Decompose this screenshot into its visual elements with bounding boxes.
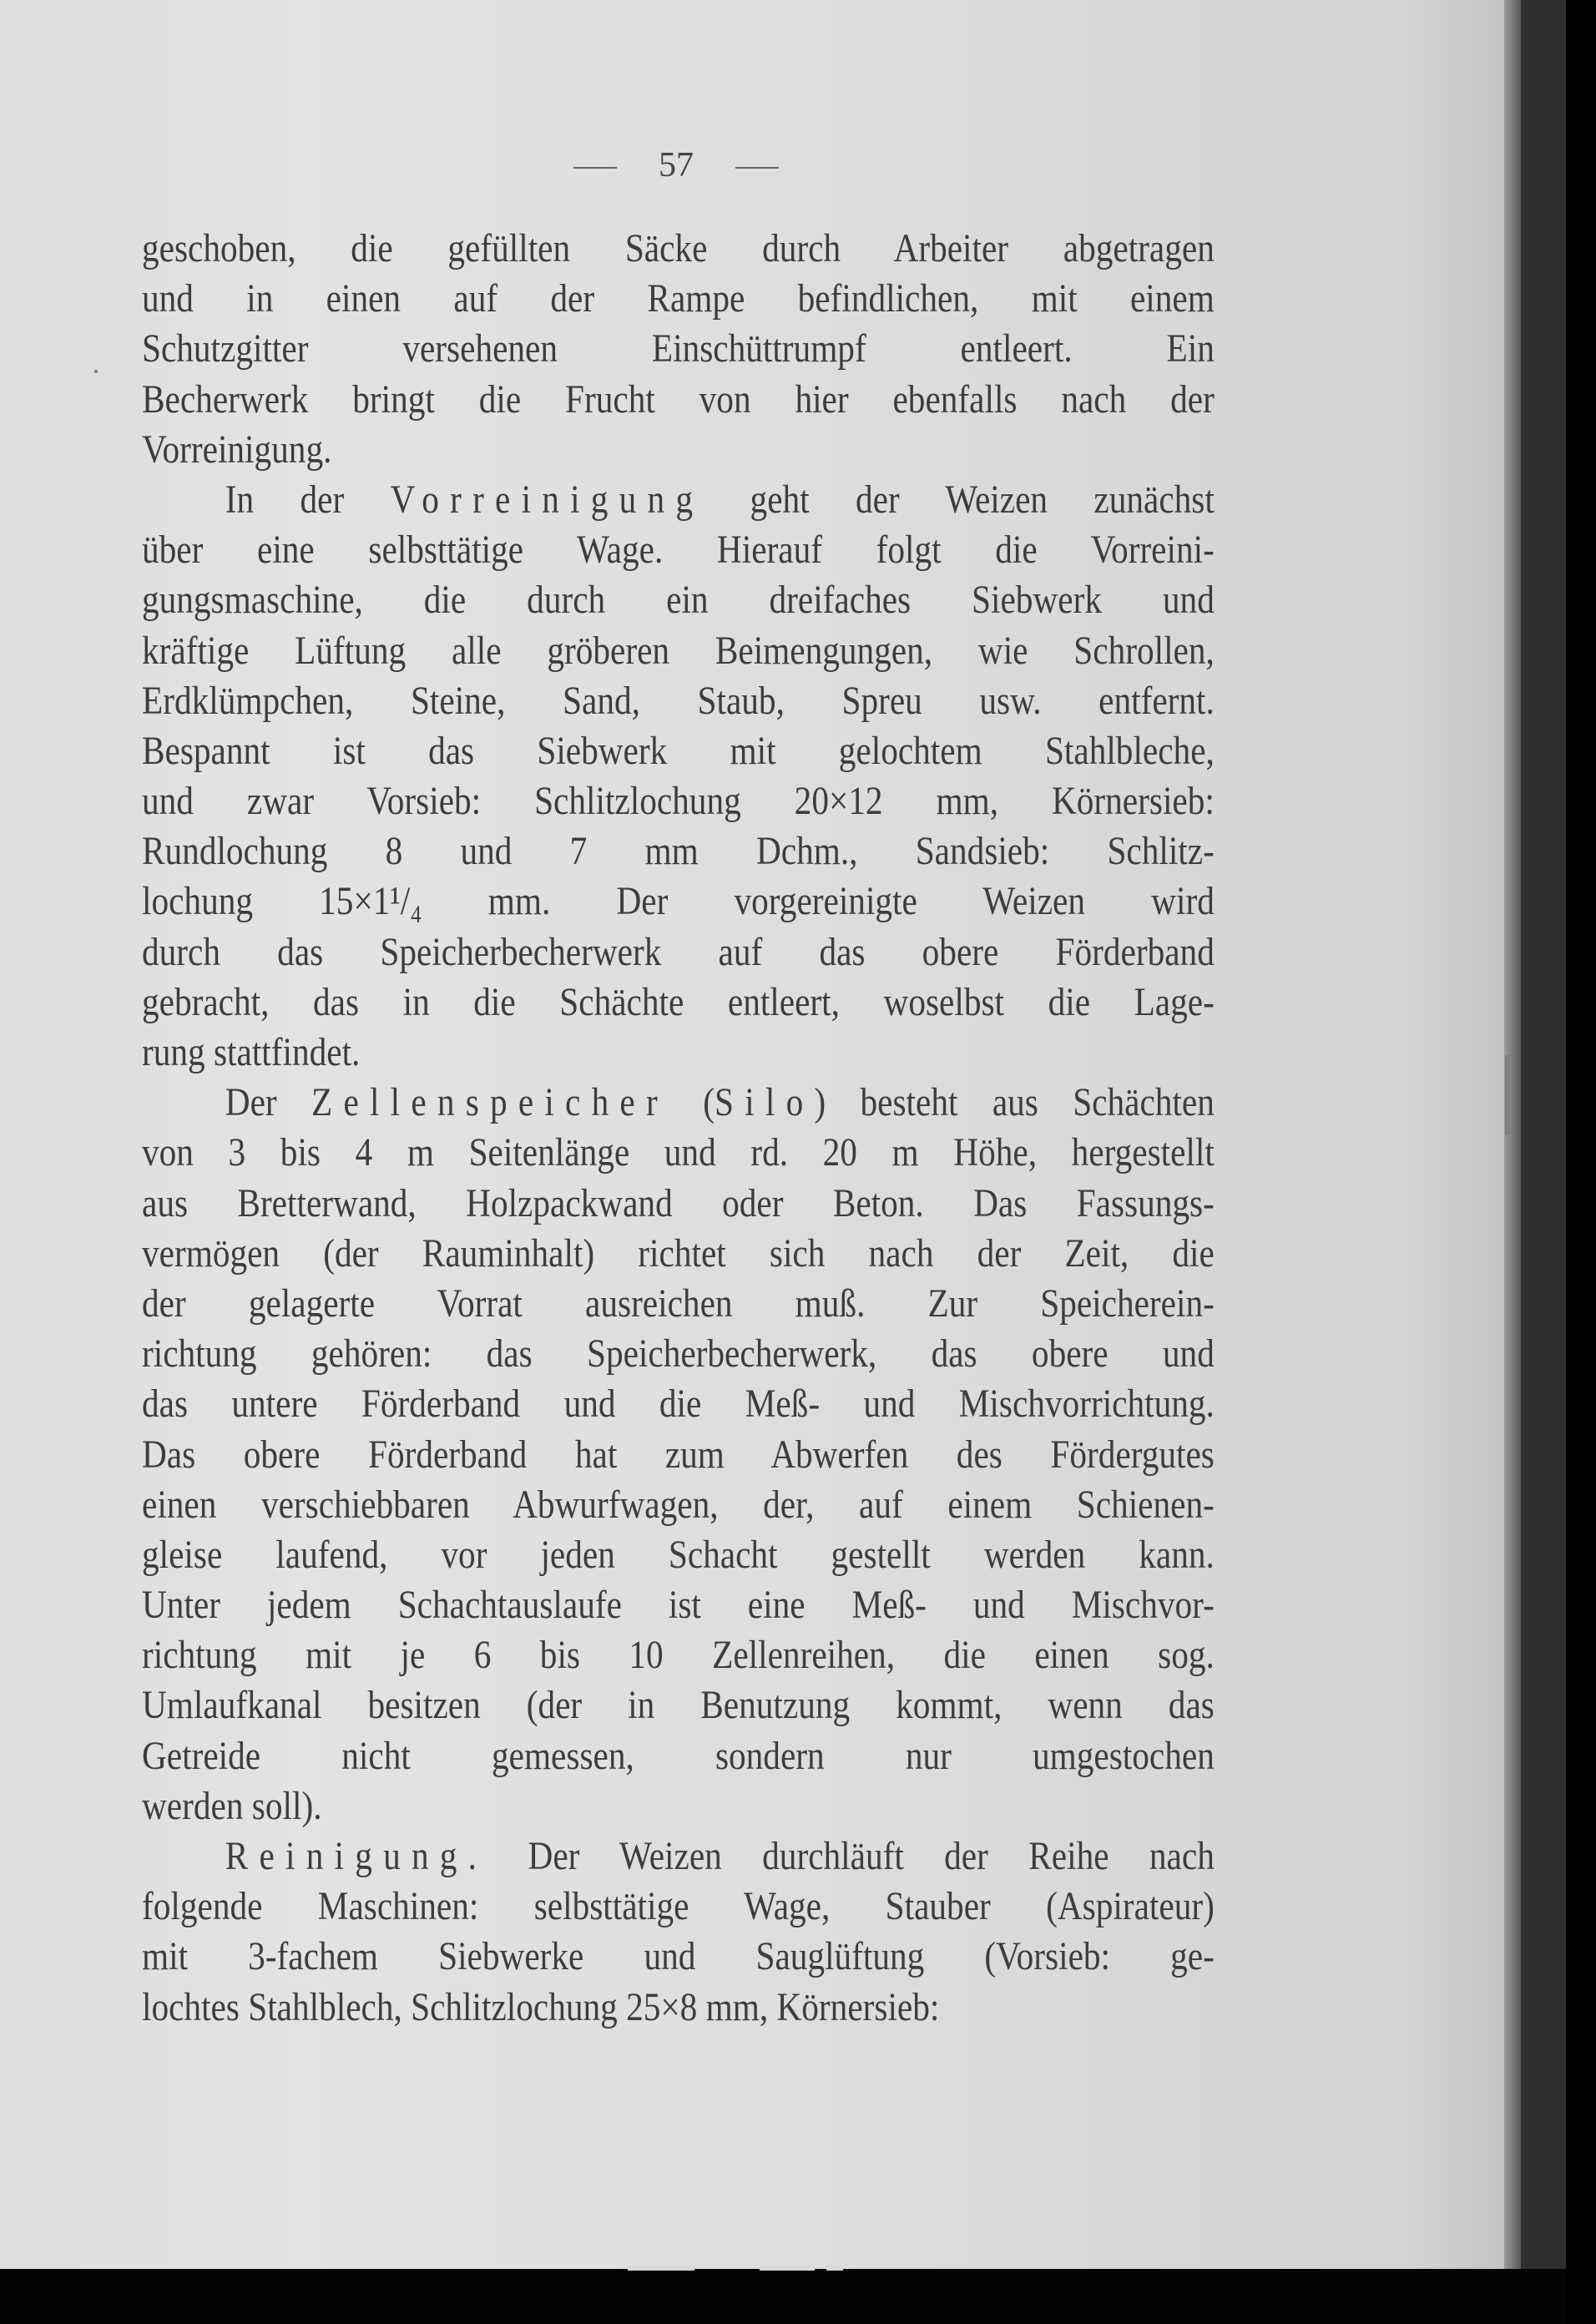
text-line: rung stattfindet. bbox=[142, 1030, 361, 1074]
text-line: gebracht, das in die Schächte entleert, woselbst die Lage- bbox=[142, 979, 1215, 1024]
text-line: Becherwerk bringt die Frucht von hier ebenfalls nach der bbox=[142, 376, 1215, 422]
paragraph bbox=[142, 1831, 1215, 2033]
text-line: einen verschiebbaren Abwurfwagen, der, auf einem Schienen- bbox=[142, 1482, 1215, 1527]
scan-border-right bbox=[1521, 0, 1566, 2287]
text-line: folgende Maschinen: selbsttätige Wage, Stauber (Aspirateur) bbox=[142, 1884, 1215, 1929]
paper-scrap bbox=[760, 2266, 815, 2271]
text-line: Erdklümpchen, Steine, Sand, Staub, Spreu usw. entfernt. bbox=[142, 678, 1215, 723]
text-line: durch das Speicherbecherwerk auf das obere Förderband bbox=[142, 929, 1215, 974]
text-line: lochtes Stahlblech, Schlitzlochung 25×8 mm, Körnersieb: bbox=[142, 1984, 940, 2029]
text-segment: Der bbox=[225, 1080, 312, 1125]
text-line: Das obere Förderband hat zum Abwerfen des Fördergutes bbox=[142, 1432, 1215, 1477]
text-line: richtung mit je 6 bis 10 Zellenreihen, die einen sog. bbox=[142, 1633, 1215, 1678]
text-line: Bespannt ist das Siebwerk mit gelochtem Stahlbleche, bbox=[142, 728, 1215, 773]
text-line bbox=[142, 1078, 1215, 1128]
paper-scrap bbox=[628, 2266, 694, 2271]
stray-mark bbox=[94, 370, 98, 373]
text-line: von 3 bis 4 m Seitenlänge und rd. 20 m Höhe, hergestellt bbox=[142, 1130, 1215, 1175]
text-line: Rundlochung 8 und 7 mm Dchm., Sandsieb: Schlitz- bbox=[142, 829, 1215, 874]
text-line: geschoben, die gefüllten Säcke durch Arbeiter abgetragen bbox=[142, 226, 1215, 270]
text-segment: Der Weizen durchläuft der Reihe nach bbox=[487, 1834, 1215, 1878]
text-line: lochung 15×1¹/₄ mm. Der vorgereinigte Weizen wird bbox=[142, 879, 1215, 924]
text-line: Unter jedem Schachtauslaufe ist eine Meß- und Mischvor- bbox=[142, 1583, 1215, 1628]
paragraph bbox=[142, 224, 1215, 475]
text-line: das untere Förderband und die Meß- und Mischvorrichtung. bbox=[142, 1382, 1215, 1427]
text-line: Getreide nicht gemessen, sondern nur umgestochen bbox=[142, 1733, 1215, 1778]
text-line: und in einen auf der Rampe befindlichen, mit einem bbox=[142, 276, 1215, 321]
page-number: 57 bbox=[659, 146, 694, 184]
text-line: mit 3-fachem Siebwerke und Sauglüftung (Vorsieb: ge- bbox=[142, 1934, 1215, 1979]
page-header bbox=[0, 140, 1352, 190]
edge-mark bbox=[1505, 1055, 1509, 1135]
paragraph bbox=[142, 1078, 1215, 1831]
text-line: Vorreinigung. bbox=[142, 427, 332, 472]
text-line: richtung gehören: das Speicherbecherwerk, das obere und bbox=[142, 1331, 1215, 1377]
text-line: und zwar Vorsieb: Schlitzlochung 20×12 mm, Körnersieb: bbox=[142, 779, 1215, 824]
spaced-term: Vorreinigung bbox=[390, 477, 705, 522]
text-line: gungsmaschine, die durch ein dreifaches Siebwerk und bbox=[142, 578, 1215, 623]
text-segment: In der bbox=[225, 477, 391, 522]
text-line bbox=[142, 1831, 1215, 1882]
header-dash-right bbox=[735, 167, 779, 169]
text-segment: ( bbox=[668, 1080, 715, 1125]
spaced-term: Zellenspeicher bbox=[311, 1080, 669, 1125]
page-edge-shadow bbox=[1504, 0, 1521, 2271]
text-line: Umlaufkanal besitzen (der in Benutzung kommt, wenn das bbox=[142, 1683, 1215, 1728]
text-line: über eine selbsttätige Wage. Hierauf folgt die Vorreini- bbox=[142, 528, 1215, 573]
text-segment: ) besteht aus Schächten bbox=[814, 1080, 1215, 1125]
paragraph bbox=[142, 475, 1215, 1078]
paper-scrap bbox=[826, 2266, 843, 2271]
text-line: kräftige Lüftung alle gröberen Beimengungen, wie Schrollen, bbox=[142, 628, 1215, 673]
text-line: werden soll). bbox=[142, 1783, 322, 1828]
scan-border-bottom bbox=[0, 2269, 1566, 2324]
spaced-term: Reinigung. bbox=[225, 1834, 488, 1878]
header-dash-left bbox=[573, 167, 617, 169]
body-text bbox=[142, 224, 1215, 2033]
text-line: vermögen (der Rauminhalt) richtet sich nach der Zeit, die bbox=[142, 1230, 1215, 1276]
text-line: Schutzgitter versehenen Einschüttrumpf entleert. Ein bbox=[142, 326, 1215, 371]
text-line: gleise laufend, vor jeden Schacht gestellt werden kann. bbox=[142, 1532, 1215, 1577]
spaced-term: Silo bbox=[715, 1080, 815, 1125]
text-line: aus Bretterwand, Holzpackwand oder Beton. Das Fassungs- bbox=[142, 1180, 1215, 1225]
text-line: der gelagerte Vorrat ausreichen muß. Zur Speicherein- bbox=[142, 1281, 1215, 1326]
text-segment: geht der Weizen zunächst bbox=[704, 477, 1215, 522]
text-line bbox=[142, 475, 1215, 525]
